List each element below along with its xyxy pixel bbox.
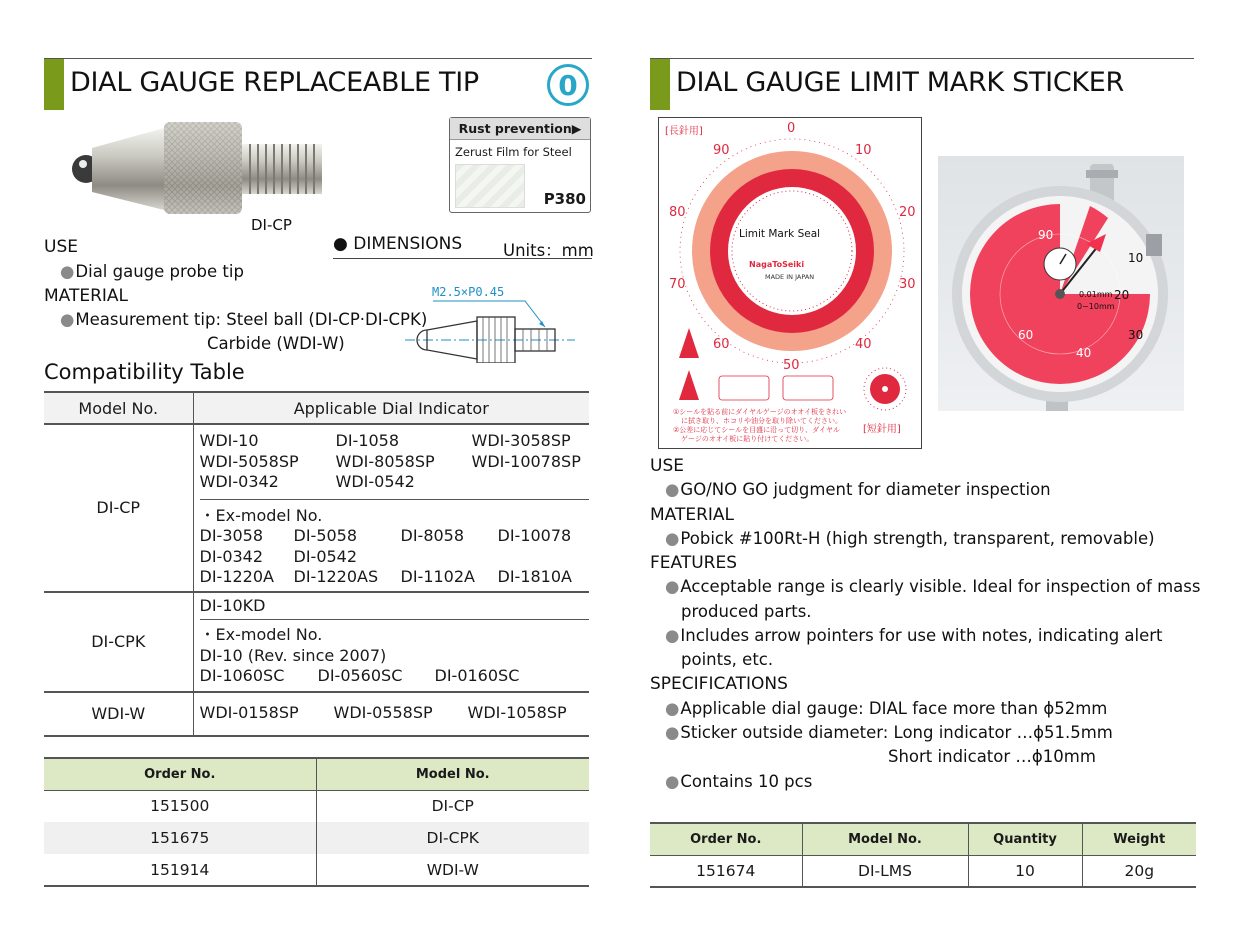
rust-sub: Zerust Film for Steel bbox=[455, 145, 572, 159]
feature-item: ●Acceptable range is clearly visible. Ideal for inspection of mass bbox=[665, 577, 1201, 596]
spec-item: ●Sticker outside diameter: Long indicator …ϕ51.5mm bbox=[665, 723, 1113, 742]
units-label: Units：mm bbox=[503, 241, 594, 260]
order-quantity: 10 bbox=[968, 855, 1082, 887]
title-accent bbox=[650, 59, 670, 110]
order-no: 151675 bbox=[44, 822, 316, 854]
left-title-bar bbox=[44, 58, 592, 110]
sticker-note: ②公差に応じてシールを目盛に沿って切り、ダイヤル bbox=[673, 426, 840, 434]
left-page-title: DIAL GAUGE REPLACEABLE TIP bbox=[70, 67, 479, 98]
sticker-note: ゲージのオオイ板に貼り付けてください。 bbox=[681, 435, 814, 443]
table-row bbox=[44, 692, 589, 736]
indicator-item: WDI-3058SP bbox=[471, 431, 571, 450]
order-no: 151674 bbox=[650, 855, 802, 887]
compatibility-table bbox=[44, 391, 589, 737]
thread-label: M2.5×P0.45 bbox=[432, 285, 505, 299]
indicator-item: DI-3058 bbox=[199, 526, 264, 545]
right-page-title: DIAL GAUGE LIMIT MARK STICKER bbox=[676, 67, 1124, 98]
dial-number: 30 bbox=[899, 277, 916, 292]
indicator-item: WDI-1058SP bbox=[467, 703, 567, 723]
compat-header-model: Model No. bbox=[44, 392, 193, 424]
order-header: Quantity bbox=[968, 823, 1082, 855]
dial-mark: 90 bbox=[1038, 228, 1054, 242]
table-row[interactable] bbox=[44, 822, 589, 854]
table-row bbox=[44, 592, 589, 692]
features-heading: FEATURES bbox=[650, 553, 738, 573]
rust-prevention-box[interactable] bbox=[449, 117, 591, 213]
sticker-note: ①シールを貼る前にダイヤルゲージのオオイ板をきれい bbox=[673, 408, 847, 416]
right-use-item: ●GO/NO GO judgment for diameter inspection bbox=[665, 480, 1051, 499]
table-row bbox=[650, 823, 1196, 855]
dial-number: 0 bbox=[787, 121, 796, 136]
order-model: DI-LMS bbox=[802, 855, 968, 887]
right-use-heading: USE bbox=[650, 456, 684, 476]
indicator-item: DI-1102A bbox=[400, 567, 475, 586]
dial-number: 50 bbox=[783, 358, 800, 373]
order-no: 151914 bbox=[44, 854, 316, 886]
indicator-item: DI-10KD bbox=[199, 595, 266, 615]
dial-mark: 60 bbox=[1018, 328, 1034, 342]
dial-number: 60 bbox=[713, 337, 730, 352]
right-title-bar bbox=[650, 58, 1194, 110]
indicator-item: DI-0160SC bbox=[434, 666, 520, 685]
order-header: Weight bbox=[1082, 823, 1196, 855]
table-row bbox=[44, 424, 589, 592]
left-material-item: ●Measurement tip: Steel ball (DI-CP·DI-CPK) bbox=[60, 310, 428, 329]
right-order-table bbox=[650, 822, 1196, 888]
seal-made-in: MADE IN JAPAN bbox=[765, 273, 815, 281]
order-header: Model No. bbox=[802, 823, 968, 855]
zerust-film-swatch bbox=[455, 164, 525, 208]
dial-gauge-photo bbox=[938, 156, 1184, 411]
spec-item: ●Applicable dial gauge: DIAL face more than ϕ52mm bbox=[665, 699, 1108, 718]
indicator-item: WDI-0558SP bbox=[333, 703, 433, 723]
dial-number: 10 bbox=[855, 143, 872, 158]
ex-model-label: ・Ex-model No. bbox=[199, 625, 323, 644]
order-model: WDI-W bbox=[316, 854, 589, 886]
feature-item: ●Includes arrow pointers for use with notes, indicating alert bbox=[665, 626, 1163, 645]
dimensions-label: ● DIMENSIONS bbox=[333, 234, 463, 254]
indicator-item: WDI-0158SP bbox=[199, 703, 299, 723]
indicator-item: WDI-8058SP bbox=[335, 451, 435, 471]
left-material-item-2: Carbide (WDI-W) bbox=[207, 334, 345, 353]
short-tag: [短針用] bbox=[863, 424, 901, 435]
indicator-item: WDI-5058SP bbox=[199, 451, 299, 471]
seal-title: Limit Mark Seal bbox=[739, 228, 821, 240]
compat-model-dicpk: DI-CPK bbox=[44, 592, 193, 692]
order-header: Order No. bbox=[650, 823, 802, 855]
table-row[interactable] bbox=[44, 790, 589, 822]
right-material-heading: MATERIAL bbox=[650, 505, 735, 525]
spec-item-cont: Short indicator …ϕ10mm bbox=[888, 747, 1096, 766]
zero-badge-icon bbox=[547, 64, 589, 106]
compat-cell-dicp bbox=[193, 424, 589, 592]
compat-cell-wdiw bbox=[193, 692, 589, 736]
indicator-item: WDI-10 bbox=[199, 431, 259, 450]
sticker-note: に拭き取り、ホコリや油分を取り除いてください。 bbox=[681, 417, 842, 425]
compat-title: Compatibility Table bbox=[44, 360, 245, 384]
left-order-table bbox=[44, 757, 589, 887]
right-material-item: ●Pobick #100Rt-H (high strength, transparent, removable) bbox=[665, 529, 1155, 548]
compat-header-indicator: Applicable Dial Indicator bbox=[193, 392, 589, 424]
compat-model-dicp: DI-CP bbox=[44, 424, 193, 592]
dial-number: 40 bbox=[855, 337, 872, 352]
dial-number: 80 bbox=[669, 205, 686, 220]
bullet-icon: ● bbox=[333, 234, 354, 254]
indicator-item: DI-1060SC bbox=[199, 666, 285, 685]
indicator-item: WDI-10078SP bbox=[471, 451, 581, 471]
table-row[interactable] bbox=[650, 855, 1196, 887]
left-material-heading: MATERIAL bbox=[44, 286, 129, 306]
dial-mark: 30 bbox=[1128, 328, 1144, 342]
dial-number: 90 bbox=[713, 143, 730, 158]
indicator-item: DI-1220AS bbox=[293, 567, 379, 586]
product-label: DI-CP bbox=[251, 216, 292, 234]
table-row bbox=[44, 758, 589, 790]
order-weight: 20g bbox=[1082, 855, 1196, 887]
badge-text: 0 bbox=[558, 69, 578, 102]
indicator-item: DI-10 (Rev. since 2007) bbox=[199, 645, 387, 665]
table-row bbox=[44, 392, 589, 424]
spec-item: ●Contains 10 pcs bbox=[665, 772, 813, 791]
order-model: DI-CP bbox=[316, 790, 589, 822]
order-header: Model No. bbox=[316, 758, 589, 790]
dial-range-text: 0~10mm bbox=[1077, 302, 1115, 311]
rust-part-number: P380 bbox=[543, 190, 586, 208]
replaceable-tip-photo bbox=[64, 114, 326, 218]
indicator-item: DI-0542 bbox=[293, 546, 358, 566]
dial-mark: 20 bbox=[1114, 288, 1130, 302]
dial-mark: 40 bbox=[1076, 346, 1092, 360]
indicator-item: DI-1810A bbox=[497, 567, 572, 586]
left-use-item: ●Dial gauge probe tip bbox=[60, 262, 244, 281]
indicator-item: DI-0560SC bbox=[317, 666, 403, 685]
dial-mark: 10 bbox=[1128, 251, 1144, 265]
feature-item-cont: points, etc. bbox=[681, 650, 774, 669]
limit-mark-sticker-sheet bbox=[658, 117, 922, 449]
seal-brand: NagaToSeiki bbox=[749, 260, 805, 269]
dimensions-rule bbox=[333, 258, 592, 259]
long-tag: [長針用] bbox=[665, 126, 703, 137]
indicator-item: WDI-0342 bbox=[199, 472, 279, 491]
title-accent bbox=[44, 59, 64, 110]
rust-header: Rust prevention▶ bbox=[450, 118, 590, 140]
indicator-item: DI-1058 bbox=[335, 431, 400, 450]
compat-cell-dicpk bbox=[193, 592, 589, 692]
order-no: 151500 bbox=[150, 797, 210, 816]
order-header: Order No. bbox=[44, 758, 316, 790]
dial-number: 70 bbox=[669, 277, 686, 292]
indicator-item: WDI-0542 bbox=[335, 472, 415, 491]
spec-heading: SPECIFICATIONS bbox=[650, 674, 788, 694]
left-use-heading: USE bbox=[44, 237, 78, 257]
dial-unit-text: 0.01mm bbox=[1079, 290, 1113, 299]
ex-model-label: ・Ex-model No. bbox=[199, 505, 323, 525]
dial-number: 20 bbox=[899, 205, 916, 220]
indicator-item: DI-5058 bbox=[293, 526, 358, 545]
order-model: DI-CPK bbox=[316, 822, 589, 854]
indicator-item: DI-0342 bbox=[199, 546, 264, 566]
indicator-item: DI-10078 bbox=[497, 526, 572, 545]
indicator-item: DI-8058 bbox=[400, 526, 465, 545]
indicator-item: DI-1220A bbox=[199, 567, 274, 586]
feature-item-cont: produced parts. bbox=[681, 602, 812, 621]
compat-model-wdiw: WDI-W bbox=[44, 692, 193, 736]
table-row[interactable] bbox=[44, 854, 589, 886]
